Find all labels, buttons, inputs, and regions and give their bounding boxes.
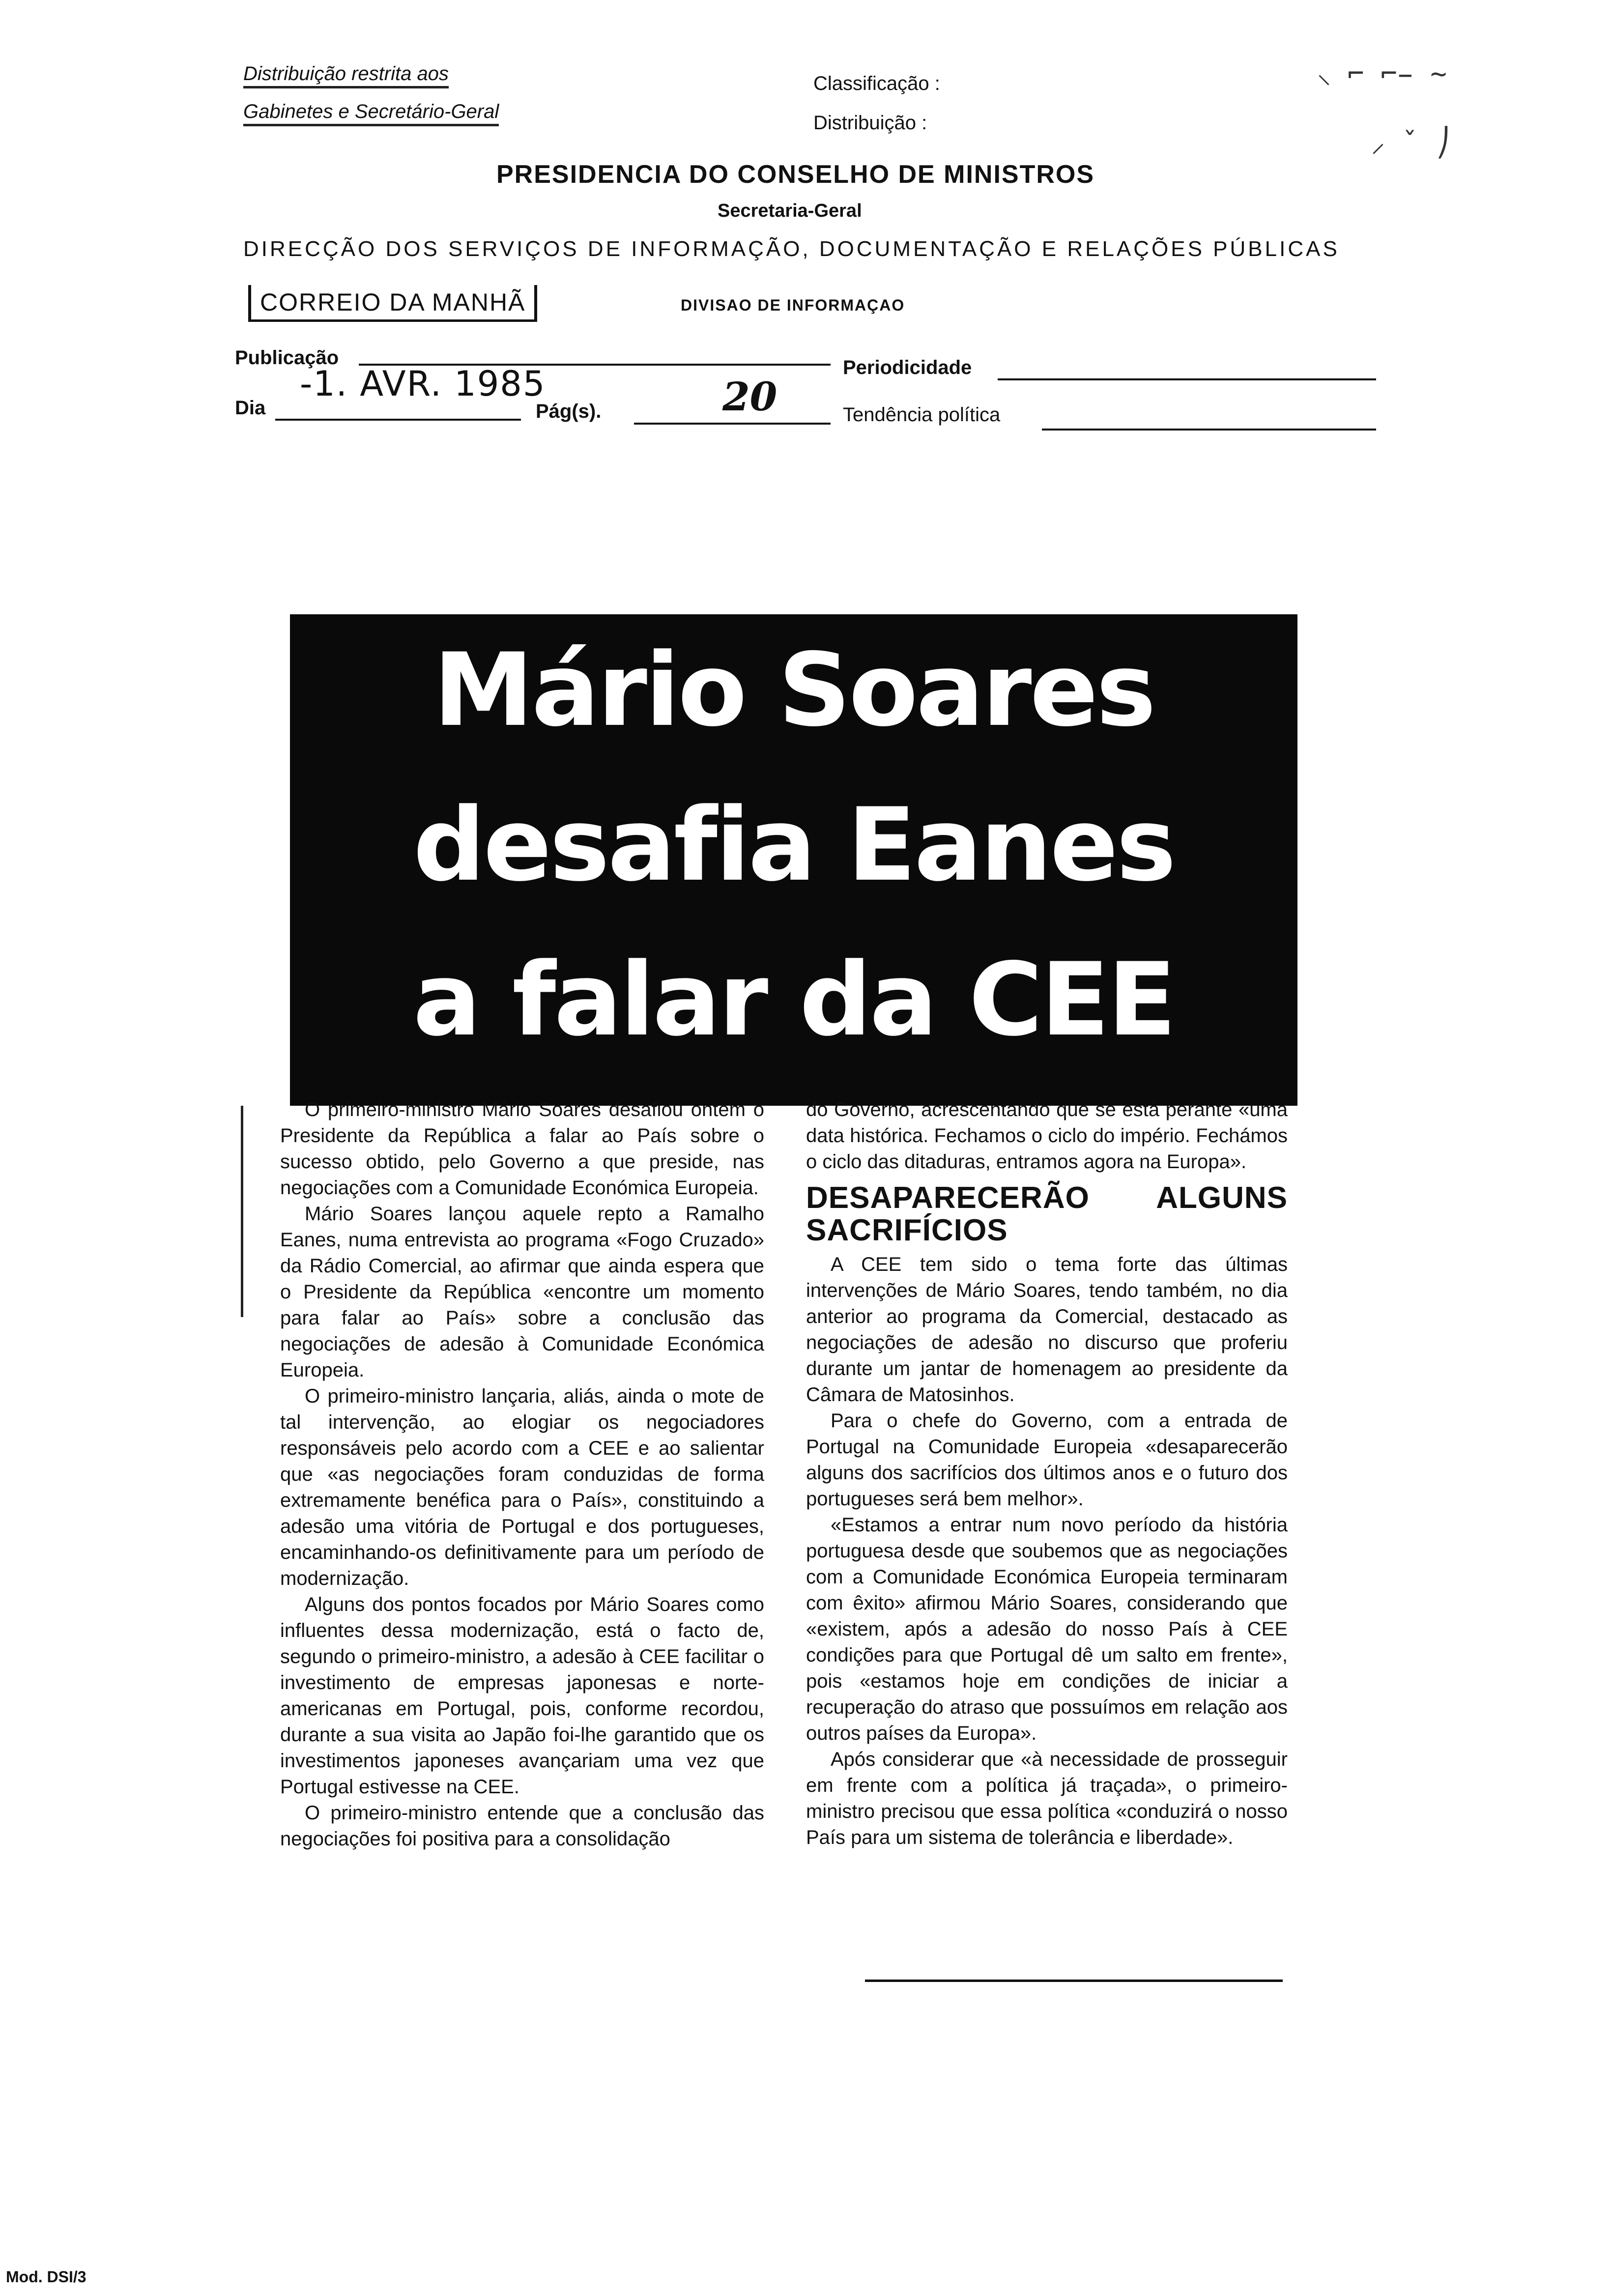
presidencia-title: PRESIDENCIA DO CONSELHO DE MINISTROS <box>496 160 1095 189</box>
periodicidade-rule <box>998 378 1376 380</box>
margin-scribble: ⸜ ⌐ ⌐̵ ~ <box>1317 58 1447 90</box>
form-code: Mod. DSI/3 <box>6 2268 86 2286</box>
distribution-line-2: Gabinetes e Secretário-Geral <box>243 101 499 126</box>
right-paragraph: «Estamos a entrar num novo período da história portuguesa desde que soubemos que as negociações com a Comunidade Económica Europeia terminaram com êxito» afirmou Mário Soares, considerando que «existem, após a adesão do nosso País à CEE condições para que Portugal dê um salto em frente», pois «estamos hoje em condições de iniciar a recuperação do atraso que possuímos em relação aos outros países da Europa». <box>806 1514 1288 1744</box>
distribuicao-label: Distribuição : <box>813 112 927 134</box>
right-column <box>806 1097 1288 1851</box>
tendencia-rule <box>1042 429 1376 430</box>
periodicidade-label: Periodicidade <box>843 357 972 378</box>
left-paragraph: O primeiro-ministro lançaria, aliás, ainda o mote de tal intervenção, ao elogiar os negociadores responsáveis pelo acordo com a CEE e ao salientar que «as negociações foram conduzidas de forma extremamente benéfica para o País», constituindo a adesão uma vitória de Portugal e dos portugueses, encaminhando-os definitivamente para um período de modernização. <box>280 1385 764 1589</box>
secretaria-geral: Secretaria-Geral <box>718 201 862 221</box>
left-paragraph: O primeiro-ministro Mário Soares desafiou ontem o Presidente da República a falar ao País sobre o sucesso obtido, pelo Governo a que preside, nas negociações com a Comunidade Económica Europeia. <box>280 1099 764 1199</box>
article-end-rule <box>865 1980 1283 1982</box>
tendencia-label: Tendência política <box>843 404 1001 426</box>
dia-label: Dia <box>235 397 266 419</box>
right-paragraph: Após considerar que «à necessidade de prosseguir em frente com a política já traçada», o primeiro-ministro precisou que essa política «conduzirá o nosso País para um sistema de tolerância e liberdade». <box>806 1749 1288 1848</box>
left-paragraph: Mário Soares lançou aquele repto a Ramalho Eanes, numa entrevista ao programa «Fogo Cruzado» da Rádio Comercial, ao afirmar que ainda espera que o Presidente da República «encontre um momento para falar ao País» sobre a conclusão das negociações de adesão à Comunidade Económica Europeia. <box>280 1203 764 1381</box>
headline-box <box>290 614 1297 1106</box>
right-intro: do Governo, acrescentando que se está perante «uma data histórica. Fechamos o ciclo do império. Fechámos o ciclo das ditaduras, entramos agora na Europa». <box>806 1099 1288 1173</box>
right-paragraph: Para o chefe do Governo, com a entrada de Portugal na Comunidade Europeia «desaparecerão alguns dos sacrifícios dos últimos anos e o futuro dos portugueses será bem melhor». <box>806 1410 1288 1510</box>
left-column <box>280 1097 764 1852</box>
subheading: DESAPARECERÃO ALGUNS SACRIFÍCIOS <box>806 1181 1288 1247</box>
margin-bar <box>241 1106 243 1317</box>
publication-stamp: CORREIO DA MANHÃ <box>248 285 537 322</box>
left-paragraph: Alguns dos pontos focados por Mário Soares como influentes dessa modernização, está o facto de, segundo o primeiro-ministro, a adesão à CEE facilitar o investimento de empresas japonesas e norte-americanas em Portugal, pois, conforme recordou, durante a sua visita ao Japão foi-lhe garantido que os investimentos japoneses avançariam uma vez que Portugal estivesse na CEE. <box>280 1594 764 1798</box>
dia-rule <box>275 419 521 421</box>
direccao-line: DIRECÇÃO DOS SERVIÇOS DE INFORMAÇÃO, DOCUMENTAÇÃO E RELAÇÕES PÚBLICAS <box>243 237 1340 261</box>
distribution-line-1: Distribuição restrita aos <box>243 63 449 88</box>
publicacao-label: Publicação <box>235 347 339 369</box>
divisao-informacao: DIVISAO DE INFORMAÇAO <box>681 296 905 314</box>
headline-line-3: a falar da CEE <box>413 942 1175 1059</box>
margin-scribble-2: ⸝ ˇ ⎠ <box>1371 127 1451 159</box>
pags-rule <box>634 423 831 425</box>
left-paragraph: O primeiro-ministro entende que a conclusão das negociações foi positiva para a consolidação <box>280 1802 764 1850</box>
classificacao-label: Classificação : <box>813 73 940 94</box>
pags-label: Pág(s). <box>536 401 602 422</box>
dia-value-stamp: -1. AVR. 1985 <box>300 364 546 404</box>
headline-line-2: desafia Eanes <box>413 787 1175 904</box>
headline-line-1: Mário Soares <box>433 632 1154 749</box>
right-paragraph: A CEE tem sido o tema forte das últimas intervenções de Mário Soares, tendo também, no dia anterior ao programa da Comercial, destacado as negociações de adesão no discurso que proferiu durante um jantar de homenagem ao presidente da Câmara de Matosinhos. <box>806 1254 1288 1406</box>
pags-value-handwritten: 20 <box>722 373 777 420</box>
